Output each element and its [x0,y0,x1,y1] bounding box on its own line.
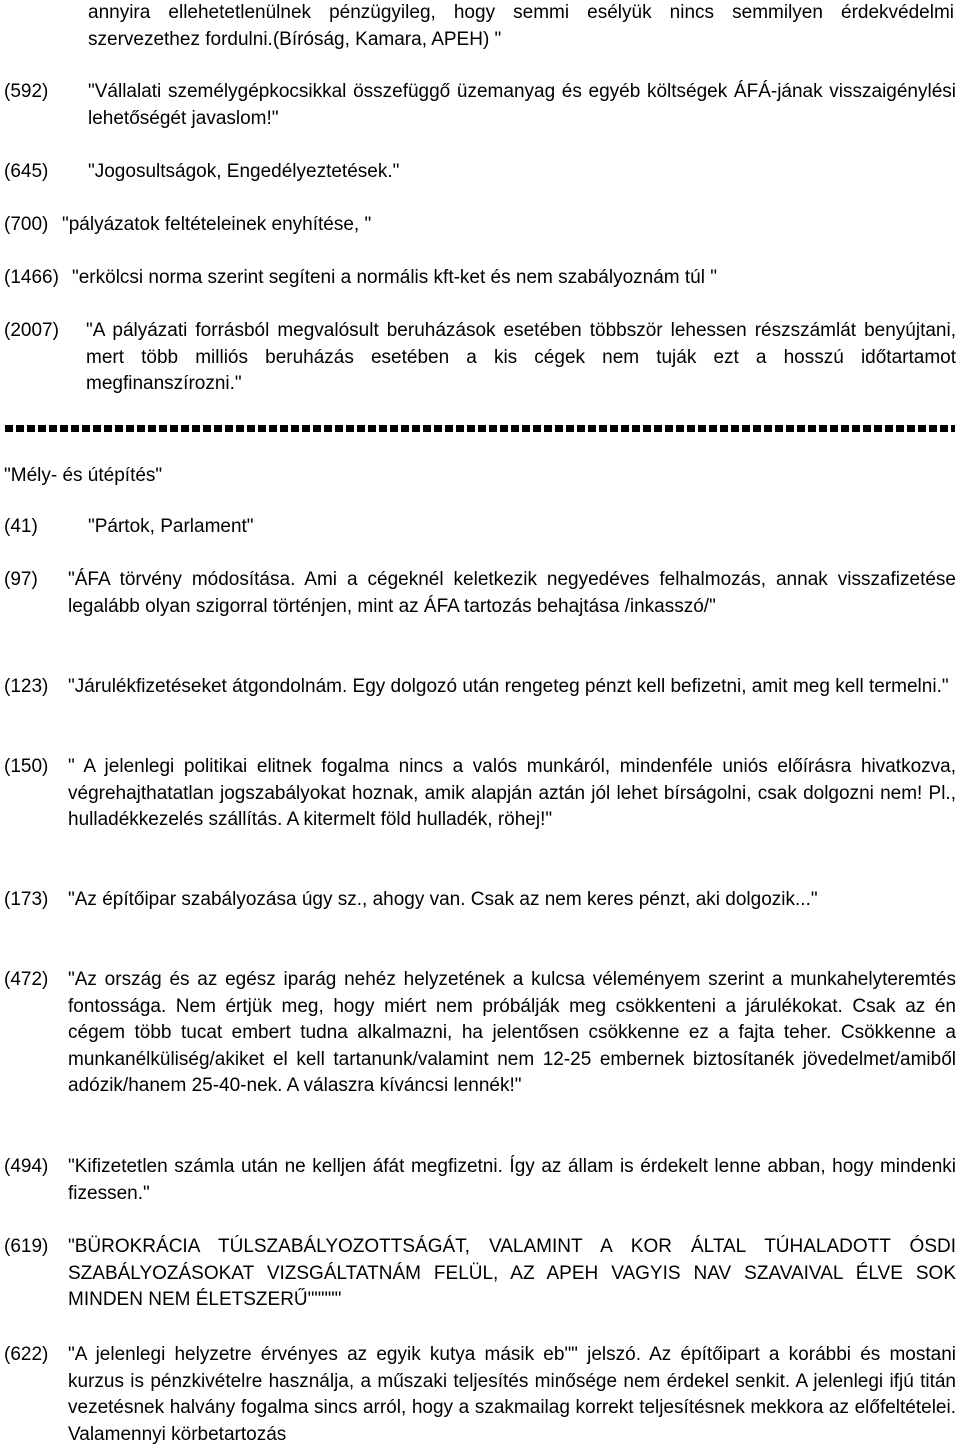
entry-text: "Vállalati személygépkocsikkal összefüggő üzemanyag és egyéb költségek ÁFÁ-jának visszaigénylési lehetőségét javaslom!" [88,81,956,129]
entry-text: "pályázatok feltételeinek enyhítése, " [62,214,372,235]
list-item [4,674,956,701]
list-item [4,887,956,914]
entry-text: " A jelenlegi politikai elitnek fogalma nincs a valós munkáról, mindenféle uniós előírásra hivatkozva, végrehajthatatlan jogszabályokat hoznak, amik alapján aztán jól lehet bírságolni, csak dolgozni nem! Pl., hulladékkezelés szállítás. A kitermelt föld hulladék, röhej!" [68,756,956,830]
list-item [4,159,956,186]
list-item [4,754,956,834]
entry-number: (123) [4,676,49,697]
list-item [4,514,956,541]
entry-number: (41) [4,516,38,537]
entry-number: (494) [4,1156,49,1177]
entry-text: "Jogosultságok, Engedélyeztetések." [88,161,400,182]
list-item [4,318,956,398]
entry-text: "Járulékfizetéseket átgondolnám. Egy dolgozó után rengeteg pénzt kell befizetni, amit meg kell termelni." [68,676,949,697]
continued-paragraph: annyira ellehetetlenülnek pénzügyileg, hogy semmi esélyük nincs semmilyen érdekvédelmi szervezethez fordulni.(Bíróság, Kamara, APEH) " [88,2,954,50]
list-item [4,1154,956,1207]
list-item [4,212,956,239]
list-item [4,1342,956,1448]
entry-text: "Az építőipar szabályozása úgy sz., ahogy van. Csak az nem keres pénzt, aki dolgozik..." [68,889,818,910]
list-item [4,567,956,620]
entry-number: (150) [4,756,49,777]
list-item [4,1234,956,1314]
entry-number: (645) [4,161,49,182]
entry-text: "A jelenlegi helyzetre érvényes az egyik kutya másik eb"" jelszó. Az építőipart a korábbi és mostani kurzus is pénzkivételre használja, a műszaki teljesítés minősége nem érdekel senkit. A jelenlegi ifjú titán vezetésnek halvány fogalma sincs arról, hogy a szakmailag korrekt teljesítésnek mekkora az előfeltételei. Valamennyi körbetartozás [68,1344,956,1445]
entry-number: (700) [4,214,49,235]
entry-text: "A pályázati forrásból megvalósult beruházások esetében többször lehessen részszámlát benyújtani, mert több milliós beruházás esetében a kis cégek nem tuják ezt a hosszú időtartamot megfinanszírozni." [86,320,956,394]
list-item [4,265,956,292]
entry-text: "erkölcsi norma szerint segíteni a normális kft-ket és nem szabályoznám túl " [72,267,717,288]
list-item [4,79,956,132]
dotted-separator [5,425,955,432]
entry-number: (592) [4,81,49,102]
entry-number: (97) [4,569,38,590]
entry-number: (619) [4,1236,49,1257]
entry-text: "BÜROKRÁCIA TÚLSZABÁLYOZOTTSÁGÁT, VALAMINT A KOR ÁLTAL TÚHALADOTT ÓSDI SZABÁLYOZÁSOKAT VIZSGÁLTATNÁM FELÜL, AZ APEH VAGYIS NAV SZAVAIVAL ÉLVE SOK MINDEN NEM ÉLETSZERŰ""""" [68,1236,956,1310]
entry-number: (173) [4,889,49,910]
section-heading: "Mély- és útépítés" [4,465,163,486]
entry-number: (2007) [4,320,59,341]
entry-number: (472) [4,969,49,990]
entry-number: (1466) [4,267,59,288]
entry-number: (622) [4,1344,49,1365]
list-item [4,967,956,1100]
entry-text: "Az ország és az egész iparág nehéz helyzetének a kulcsa véleményem szerint a munkahelyteremtés fontossága. Nem értjük meg, hogy miért nem próbálják meg csökkenteni a járulékokat. Csak az én cégem több tucat embert tudna alkalmazni, ha jelentősen csökkenne ez a fajta teher. Csökkenne a munkanélküliség/akiket el kell tartanunk/valamint nem 12-25 embernek biztosítanék jövedelmet/amiből adózik/hanem 25-40-nek. A válaszra kíváncsi lennék!" [68,969,956,1096]
entry-text: "Kifizetetlen számla után ne kelljen áfát megfizetni. Így az állam is érdekelt lenne abban, hogy mindenki fizessen." [68,1156,956,1204]
entry-text: "Pártok, Parlament" [88,516,254,537]
entry-text: "ÁFA törvény módosítása. Ami a cégeknél keletkezik negyedéves felhalmozás, annak visszafizetése legalább olyan szigorral történjen, mint az ÁFA tartozás behajtása /inkasszó/" [68,569,956,617]
